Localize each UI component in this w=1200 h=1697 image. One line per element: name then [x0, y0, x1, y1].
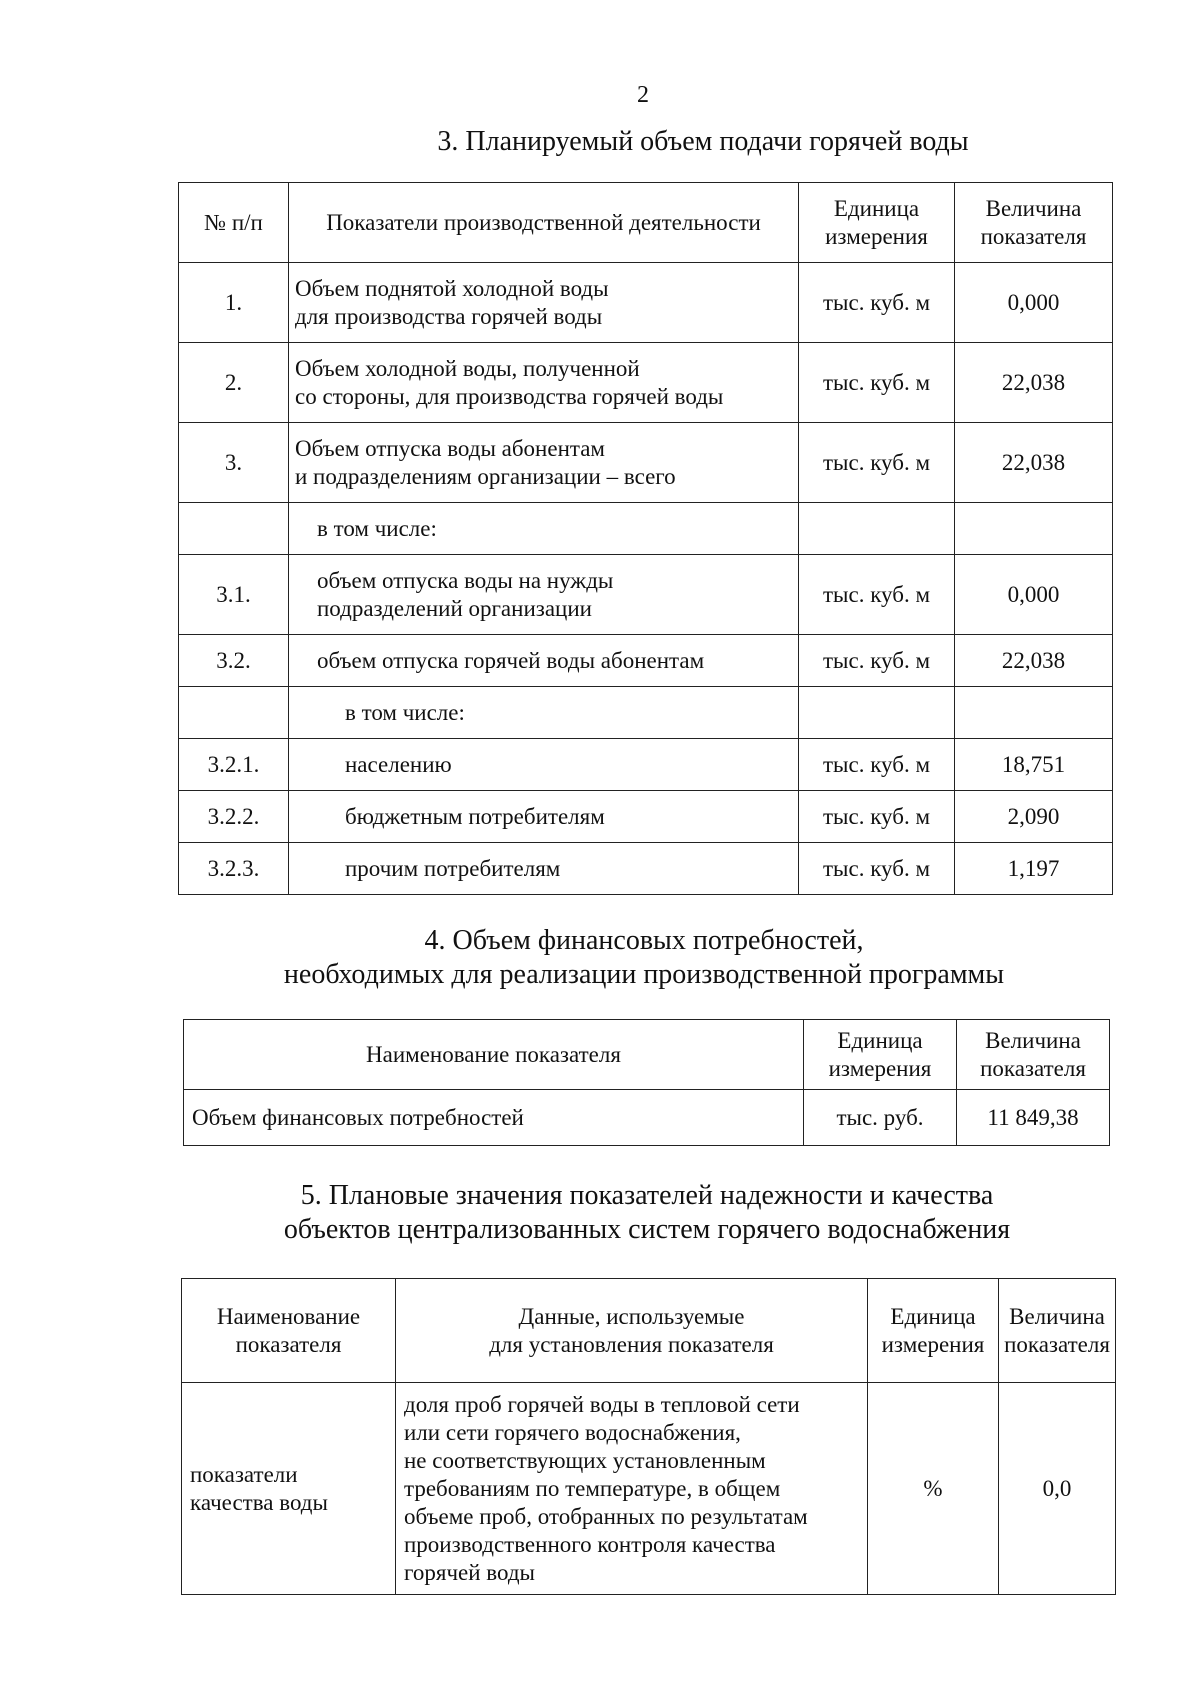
row-indicator: бюджетным потребителям [289, 791, 799, 843]
header-name: Наименование показателя [182, 1279, 396, 1383]
row-indicator: Объем холодной воды, полученной со стороны, для производства горячей воды [289, 343, 799, 423]
table-row [179, 739, 1113, 791]
header-unit: Единица измерения [804, 1020, 957, 1090]
financial-needs-table [183, 1019, 1110, 1146]
row-unit [799, 503, 955, 555]
row-name: показатели качества воды [182, 1383, 396, 1595]
row-num: 3.2.2. [179, 791, 289, 843]
row-value: 22,038 [955, 423, 1113, 503]
row-value: 0,0 [999, 1383, 1116, 1595]
row-value: 22,038 [955, 635, 1113, 687]
table-header-row [182, 1279, 1116, 1383]
row-unit: тыс. куб. м [799, 791, 955, 843]
header-indicator: Показатели производственной деятельности [289, 183, 799, 263]
table-row [179, 263, 1113, 343]
hot-water-supply-table [178, 182, 1113, 895]
row-num: 3.2.1. [179, 739, 289, 791]
table-row [179, 791, 1113, 843]
row-value: 2,090 [955, 791, 1113, 843]
row-indicator: объем отпуска воды на нужды подразделений организации [289, 555, 799, 635]
section5-title: 5. Плановые значения показателей надежности и качества объектов централизованных систем горячего водоснабжения [283, 1180, 1011, 1245]
header-unit: Единица измерения [799, 183, 955, 263]
row-unit: тыс. куб. м [799, 423, 955, 503]
row-value: 22,038 [955, 343, 1113, 423]
header-value: Величина показателя [957, 1020, 1110, 1090]
row-unit [799, 687, 955, 739]
row-unit: тыс. куб. м [799, 635, 955, 687]
row-num: 3.1. [179, 555, 289, 635]
row-indicator: Объем поднятой холодной воды для производства горячей воды [289, 263, 799, 343]
table-row [184, 1090, 1110, 1146]
row-name: Объем финансовых потребностей [184, 1090, 804, 1146]
row-num: 3. [179, 423, 289, 503]
header-value: Величина показателя [955, 183, 1113, 263]
row-value: 1,197 [955, 843, 1113, 895]
table-header-row [184, 1020, 1110, 1090]
table-row [179, 423, 1113, 503]
row-unit: тыс. куб. м [799, 739, 955, 791]
header-unit: Единица измерения [868, 1279, 999, 1383]
table-row [179, 635, 1113, 687]
header-name: Наименование показателя [184, 1020, 804, 1090]
table-row [179, 687, 1113, 739]
row-num: 1. [179, 263, 289, 343]
row-indicator: населению [289, 739, 799, 791]
row-indicator: в том числе: [289, 687, 799, 739]
table-row [179, 843, 1113, 895]
row-num: 3.2. [179, 635, 289, 687]
row-num [179, 503, 289, 555]
row-num: 3.2.3. [179, 843, 289, 895]
header-data: Данные, используемые для установления показателя [396, 1279, 868, 1383]
row-value: 18,751 [955, 739, 1113, 791]
table-row [179, 555, 1113, 635]
table-row [179, 343, 1113, 423]
row-value: 11 849,38 [957, 1090, 1110, 1146]
row-value: 0,000 [955, 555, 1113, 635]
row-unit: тыс. куб. м [799, 263, 955, 343]
row-indicator: объем отпуска горячей воды абонентам [289, 635, 799, 687]
row-num: 2. [179, 343, 289, 423]
row-indicator: в том числе: [289, 503, 799, 555]
header-num: № п/п [179, 183, 289, 263]
row-indicator: прочим потребителям [289, 843, 799, 895]
header-value: Величина показателя [999, 1279, 1116, 1383]
row-value [955, 503, 1113, 555]
page-number: 2 [637, 82, 649, 108]
row-unit: тыс. куб. м [799, 843, 955, 895]
row-unit: % [868, 1383, 999, 1595]
table-header-row [179, 183, 1113, 263]
reliability-quality-table [181, 1278, 1116, 1595]
row-num [179, 687, 289, 739]
row-unit: тыс. куб. м [799, 343, 955, 423]
table-row [179, 503, 1113, 555]
row-data: доля проб горячей воды в тепловой сети или сети горячего водоснабжения, не соответствующих установленным требованиям по температуре, в общем объеме проб, отобранных по результатам производственного контроля качества горячей воды [396, 1383, 868, 1595]
table-row [182, 1383, 1116, 1595]
section3-title: 3. Планируемый объем подачи горячей воды [437, 126, 969, 157]
row-value: 0,000 [955, 263, 1113, 343]
row-value [955, 687, 1113, 739]
section4-title: 4. Объем финансовых потребностей, необходимых для реализации производственной программы [283, 925, 1005, 990]
row-indicator: Объем отпуска воды абонентам и подразделениям организации – всего [289, 423, 799, 503]
row-unit: тыс. куб. м [799, 555, 955, 635]
row-unit: тыс. руб. [804, 1090, 957, 1146]
